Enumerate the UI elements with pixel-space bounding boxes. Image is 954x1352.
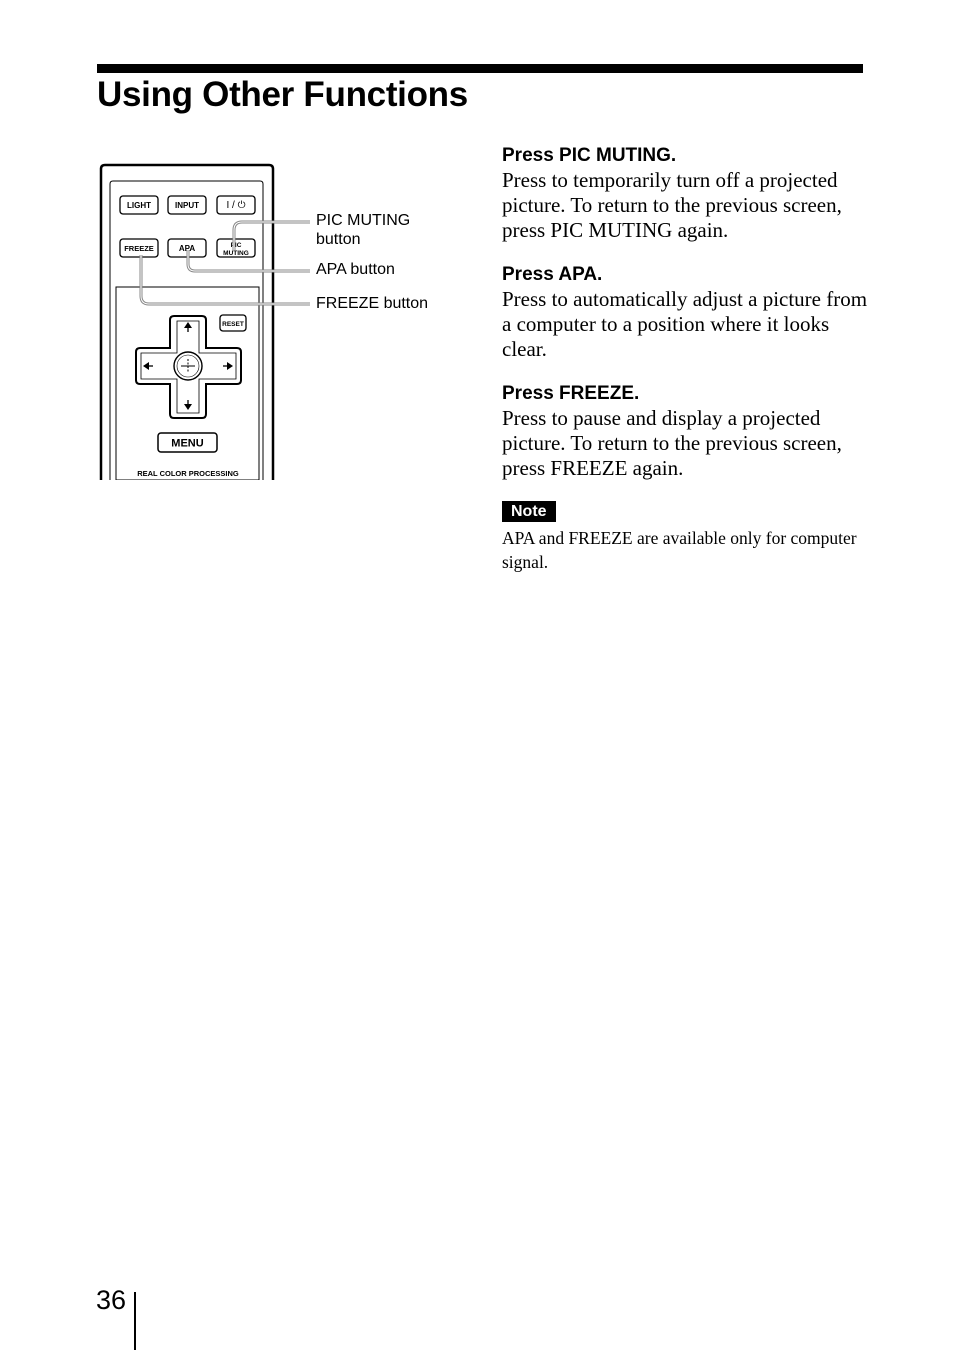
section-pic-muting: [502, 142, 872, 243]
freeze-button[interactable]: [120, 239, 158, 257]
light-button[interactable]: [120, 196, 158, 214]
svg-text:MUTING: MUTING: [223, 250, 249, 257]
note-text: APA and FREEZE are available only for computer signal.: [502, 528, 857, 572]
freeze-leader-line-inner: [141, 255, 310, 304]
section-heading: Press FREEZE.: [502, 383, 640, 404]
note-badge: Note: [502, 501, 556, 522]
svg-text:RESET: RESET: [222, 321, 244, 328]
svg-text:I / ⏻: I / ⏻: [226, 200, 246, 211]
freeze-leader-line: [141, 255, 310, 304]
freeze-callout: FREEZE button: [316, 295, 429, 312]
section-freeze: [502, 380, 872, 481]
apa-callout: APA button: [316, 261, 395, 278]
page-title: Using Other Functions: [97, 75, 468, 114]
remote-control-illustration: [96, 160, 456, 480]
page-number-rule: [134, 1292, 136, 1350]
pic-muting-button[interactable]: [217, 239, 255, 257]
section-apa: [502, 261, 872, 362]
svg-text:INPUT: INPUT: [175, 201, 199, 210]
remote-control-figure: [96, 160, 456, 480]
svg-text:PIC: PIC: [230, 242, 242, 249]
power-button[interactable]: [217, 196, 255, 214]
reset-button[interactable]: [220, 315, 246, 331]
section-body: Press to pause and display a projected picture. To return to the previous screen, press FREEZE again.: [502, 406, 842, 480]
input-button[interactable]: [168, 196, 206, 214]
pic-muting-callout-line1: PIC MUTING: [316, 212, 411, 229]
svg-text:LIGHT: LIGHT: [127, 201, 151, 210]
svg-text:APA: APA: [178, 244, 196, 253]
pic-muting-callout: [316, 211, 410, 249]
section-heading: Press APA.: [502, 264, 603, 285]
note-block: [502, 499, 872, 574]
real-color-processing-label: REAL COLOR PROCESSING: [137, 469, 239, 478]
svg-text:MENU: MENU: [171, 437, 204, 450]
instructions-column: [502, 142, 872, 574]
page-number: 36: [96, 1285, 127, 1315]
pic-muting-callout-line2: button: [316, 231, 361, 248]
section-heading: Press PIC MUTING.: [502, 145, 677, 166]
svg-text:FREEZE: FREEZE: [124, 244, 154, 253]
menu-button[interactable]: [158, 433, 217, 452]
section-body: Press to automatically adjust a picture from a computer to a position where it looks clear.: [502, 287, 868, 361]
section-body: Press to temporarily turn off a projected picture. To return to the previous screen, press PIC MUTING again.: [502, 168, 842, 242]
